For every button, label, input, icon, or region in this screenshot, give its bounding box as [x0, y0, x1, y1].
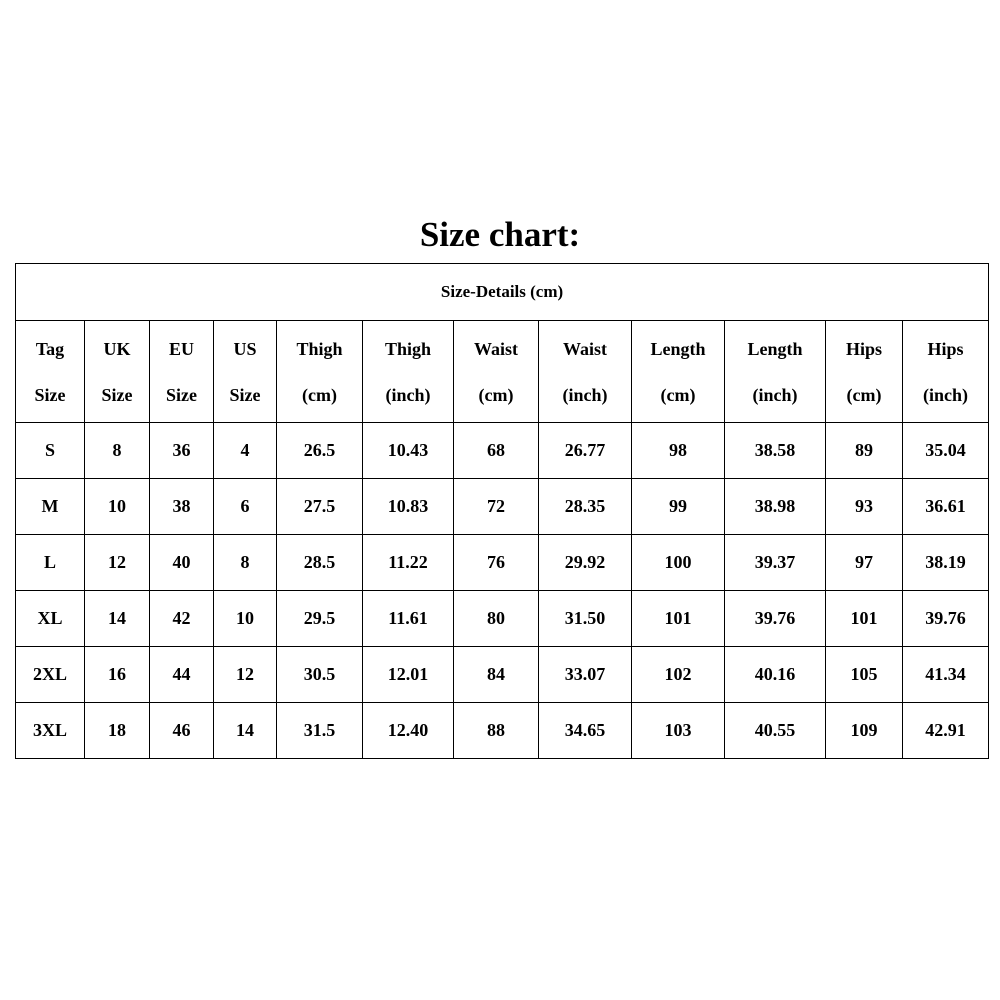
column-header-line1: Thigh: [384, 338, 432, 359]
table-cell: 26.5: [277, 423, 363, 479]
table-cell: 93: [826, 479, 903, 535]
table-cell: 40: [150, 535, 214, 591]
table-cell: M: [16, 479, 85, 535]
table-cell: 8: [214, 535, 277, 591]
page-title: Size chart:: [419, 215, 581, 254]
table-cell: 36: [150, 423, 214, 479]
table-row: [16, 423, 989, 479]
table-cell: 12.01: [363, 647, 454, 703]
table-cell: 10.83: [363, 479, 454, 535]
table-row: [16, 535, 989, 591]
table-cell: 42.91: [903, 703, 989, 759]
table-cell: 39.76: [903, 591, 989, 647]
table-cell: 11.22: [363, 535, 454, 591]
column-header: [16, 321, 85, 423]
column-header-line2: Size: [34, 384, 66, 405]
table-row: [16, 591, 989, 647]
table-cell: 11.61: [363, 591, 454, 647]
table-cell: 101: [632, 591, 725, 647]
table-cell: XL: [16, 591, 85, 647]
column-header-line2: Size: [101, 384, 133, 405]
table-cell: 109: [826, 703, 903, 759]
column-header-line1: Waist: [473, 338, 518, 359]
table-cell: 10: [85, 479, 150, 535]
table-cell: 29.5: [277, 591, 363, 647]
header-row: [16, 321, 989, 423]
table-cell: 10: [214, 591, 277, 647]
table-cell: 38.19: [903, 535, 989, 591]
column-header-line2: (cm): [660, 384, 696, 405]
column-header: [725, 321, 826, 423]
column-header-line1: UK: [103, 338, 131, 359]
table-cell: 6: [214, 479, 277, 535]
column-header: [826, 321, 903, 423]
size-chart-table: [15, 263, 989, 759]
table-cell: 18: [85, 703, 150, 759]
column-header: [277, 321, 363, 423]
column-header: [150, 321, 214, 423]
table-cell: 27.5: [277, 479, 363, 535]
column-header: [214, 321, 277, 423]
table-cell: 10.43: [363, 423, 454, 479]
column-header: [363, 321, 454, 423]
column-header-line1: US: [233, 338, 257, 359]
table-cell: 36.61: [903, 479, 989, 535]
table-cell: 42: [150, 591, 214, 647]
table-cell: 89: [826, 423, 903, 479]
table-cell: 30.5: [277, 647, 363, 703]
column-header-line1: EU: [168, 338, 194, 359]
table-cell: 39.37: [725, 535, 826, 591]
column-header-line1: Hips: [927, 338, 964, 359]
table-cell: 14: [85, 591, 150, 647]
column-header-line2: (inch): [385, 384, 431, 405]
table-row: [16, 703, 989, 759]
table-cell: 97: [826, 535, 903, 591]
column-header-line2: (cm): [478, 384, 514, 405]
column-header-line1: Waist: [562, 338, 607, 359]
column-header-line1: Thigh: [296, 338, 343, 359]
table-cell: 35.04: [903, 423, 989, 479]
table-cell: 38.58: [725, 423, 826, 479]
table-cell: 12: [214, 647, 277, 703]
column-header-line2: (cm): [846, 384, 882, 405]
table-cell: 38: [150, 479, 214, 535]
table-cell: 44: [150, 647, 214, 703]
column-header-line2: Size: [229, 384, 261, 405]
column-header: [454, 321, 539, 423]
table-cell: 40.55: [725, 703, 826, 759]
table-cell: 76: [454, 535, 539, 591]
column-header: [85, 321, 150, 423]
table-cell: 4: [214, 423, 277, 479]
column-header-line1: Length: [747, 338, 803, 359]
table-cell: 46: [150, 703, 214, 759]
table-row: [16, 647, 989, 703]
column-header: [903, 321, 989, 423]
table-cell: 26.77: [539, 423, 632, 479]
table-cell: S: [16, 423, 85, 479]
column-header-line1: Tag: [35, 338, 65, 359]
table-cell: 105: [826, 647, 903, 703]
table-cell: 38.98: [725, 479, 826, 535]
details-caption-row: [16, 264, 989, 321]
table-cell: 99: [632, 479, 725, 535]
table-cell: 31.5: [277, 703, 363, 759]
table-row: [16, 479, 989, 535]
table-cell: 28.35: [539, 479, 632, 535]
column-header: [539, 321, 632, 423]
table-cell: 29.92: [539, 535, 632, 591]
details-caption: Size-Details (cm): [16, 264, 989, 321]
table-cell: 14: [214, 703, 277, 759]
column-header: [632, 321, 725, 423]
table-cell: 12: [85, 535, 150, 591]
column-header-line2: (cm): [302, 384, 337, 405]
table-cell: 41.34: [903, 647, 989, 703]
table-cell: 16: [85, 647, 150, 703]
table-cell: 8: [85, 423, 150, 479]
table-cell: 3XL: [16, 703, 85, 759]
column-header-line2: (inch): [752, 384, 798, 405]
table-cell: 101: [826, 591, 903, 647]
table-cell: 2XL: [16, 647, 85, 703]
table-cell: 72: [454, 479, 539, 535]
table-cell: L: [16, 535, 85, 591]
table-cell: 80: [454, 591, 539, 647]
table-cell: 100: [632, 535, 725, 591]
table-cell: 84: [454, 647, 539, 703]
column-header-line1: Hips: [845, 338, 883, 359]
table-cell: 40.16: [725, 647, 826, 703]
table-cell: 12.40: [363, 703, 454, 759]
table-cell: 33.07: [539, 647, 632, 703]
table-cell: 39.76: [725, 591, 826, 647]
column-header-line2: Size: [166, 384, 197, 405]
table-cell: 102: [632, 647, 725, 703]
table-cell: 88: [454, 703, 539, 759]
table-cell: 103: [632, 703, 725, 759]
column-header-line1: Length: [650, 338, 706, 359]
table-cell: 28.5: [277, 535, 363, 591]
column-header-line2: (inch): [562, 384, 608, 405]
column-header-line2: (inch): [923, 384, 969, 405]
table-cell: 98: [632, 423, 725, 479]
table-cell: 31.50: [539, 591, 632, 647]
table-cell: 34.65: [539, 703, 632, 759]
table-cell: 68: [454, 423, 539, 479]
